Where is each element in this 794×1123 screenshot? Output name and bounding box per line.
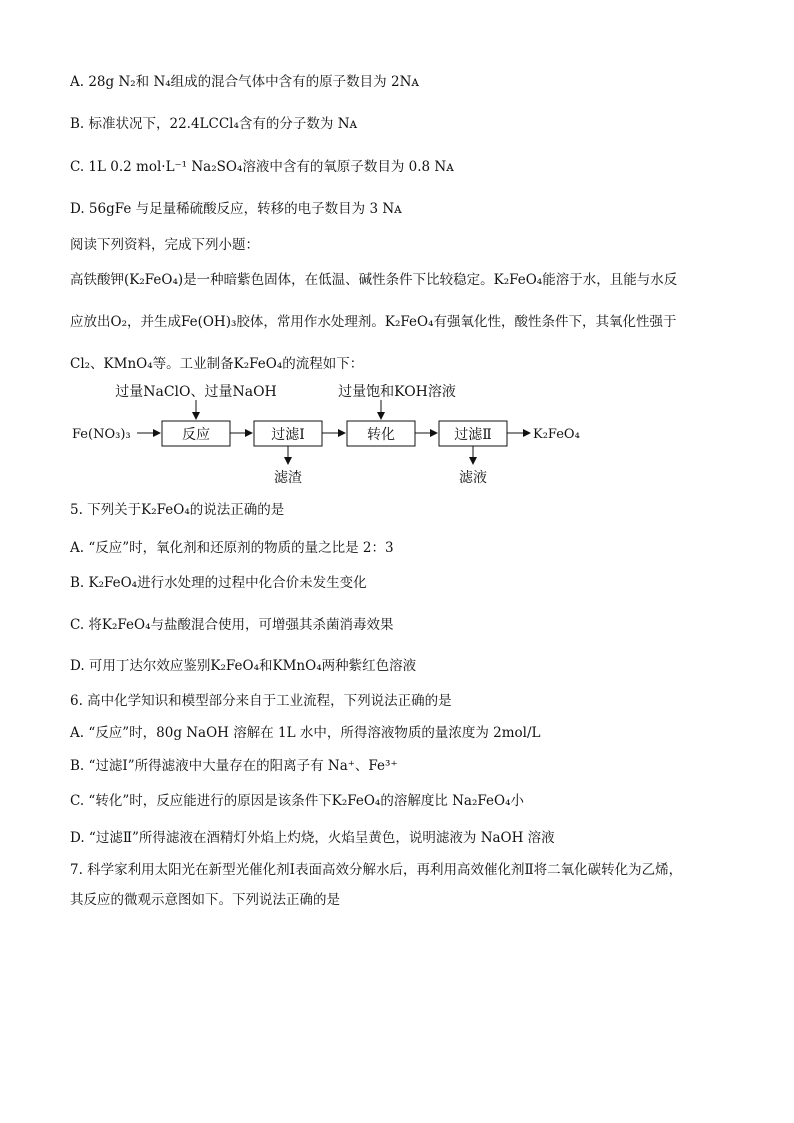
q6-option-a: A. “反应”时，80g NaOH 溶解在 1L 水中，所得溶液物质的量浓度为 2mol/L (70, 725, 541, 741)
q5-stem: 5. 下列关于K₂FeO₄的说法正确的是 (70, 502, 285, 518)
q4-option-d: D. 56gFe 与足量稀硫酸反应，转移的电子数目为 3 Nᴀ (70, 201, 402, 217)
q5-option-c: C. 将K₂FeO₄与盐酸混合使用，可增强其杀菌消毒效果 (70, 617, 394, 633)
q4-option-b: B. 标准状况下，22.4LCCl₄含有的分子数为 Nᴀ (70, 116, 358, 132)
flow-output-1: 滤渣 (274, 470, 302, 486)
q4-option-c: C. 1L 0.2 mol·L⁻¹ Na₂SO₄溶液中含有的氧原子数目为 0.8 Nᴀ (70, 159, 454, 175)
reading-intro: 阅读下列资料，完成下列小题： (70, 237, 259, 253)
flow-step-filter-2: 过滤Ⅱ (454, 427, 492, 443)
q5-option-d: D. 可用丁达尔效应鉴别K₂FeO₄和KMnO₄两种紫红色溶液 (70, 658, 417, 674)
flow-output-2: 滤液 (459, 470, 487, 486)
q6-stem: 6. 高中化学知识和模型部分来自于工业流程，下列说法正确的是 (70, 693, 452, 709)
flow-input-1: 过量NaClO、过量NaOH (115, 384, 277, 400)
reading-line-3: Cl₂、KMnO₄等。工业制备K₂FeO₄的流程如下： (70, 356, 364, 372)
q7-line-1: 7. 科学家利用太阳光在新型光催化剂Ⅰ表面高效分解水后，再利用高效催化剂Ⅱ将二氧化碳转化为乙烯， (70, 862, 683, 878)
reading-line-2: 应放出O₂，并生成Fe(OH)₃胶体，常用作水处理剂。K₂FeO₄有强氧化性，酸性条件下，其氧化性强于 (70, 314, 677, 330)
flow-start: Fe(NO₃)₃ (72, 427, 131, 442)
q5-option-a: A. “反应”时，氧化剂和还原剂的物质的量之比是 2：3 (70, 540, 394, 556)
flow-end: K₂FeO₄ (533, 427, 580, 442)
flow-input-2: 过量饱和KOH溶液 (338, 384, 456, 400)
q5-option-b: B. K₂FeO₄进行水处理的过程中化合价未发生变化 (70, 575, 367, 591)
q6-option-c: C. “转化”时，反应能进行的原因是该条件下K₂FeO₄的溶解度比 Na₂FeO₄小 (70, 793, 524, 809)
q6-option-b: B. “过滤Ⅰ”所得滤液中大量存在的阳离子有 Na⁺、Fe³⁺ (70, 758, 398, 774)
q4-option-a: A. 28g N₂和 N₄组成的混合气体中含有的原子数目为 2Nᴀ (70, 74, 420, 90)
q7-line-2: 其反应的微观示意图如下。下列说法正确的是 (70, 892, 340, 908)
reading-line-1: 高铁酸钾(K₂FeO₄)是一种暗紫色固体，在低温、碱性条件下比较稳定。K₂FeO₄能溶于水，且能与水反 (70, 272, 678, 288)
flow-step-conversion: 转化 (367, 427, 395, 443)
flow-step-reaction: 反应 (182, 427, 210, 443)
flow-step-filter-1: 过滤Ⅰ (271, 427, 305, 443)
q6-option-d: D. “过滤Ⅱ”所得滤液在酒精灯外焰上灼烧，火焰呈黄色，说明滤液为 NaOH 溶液 (70, 830, 555, 846)
